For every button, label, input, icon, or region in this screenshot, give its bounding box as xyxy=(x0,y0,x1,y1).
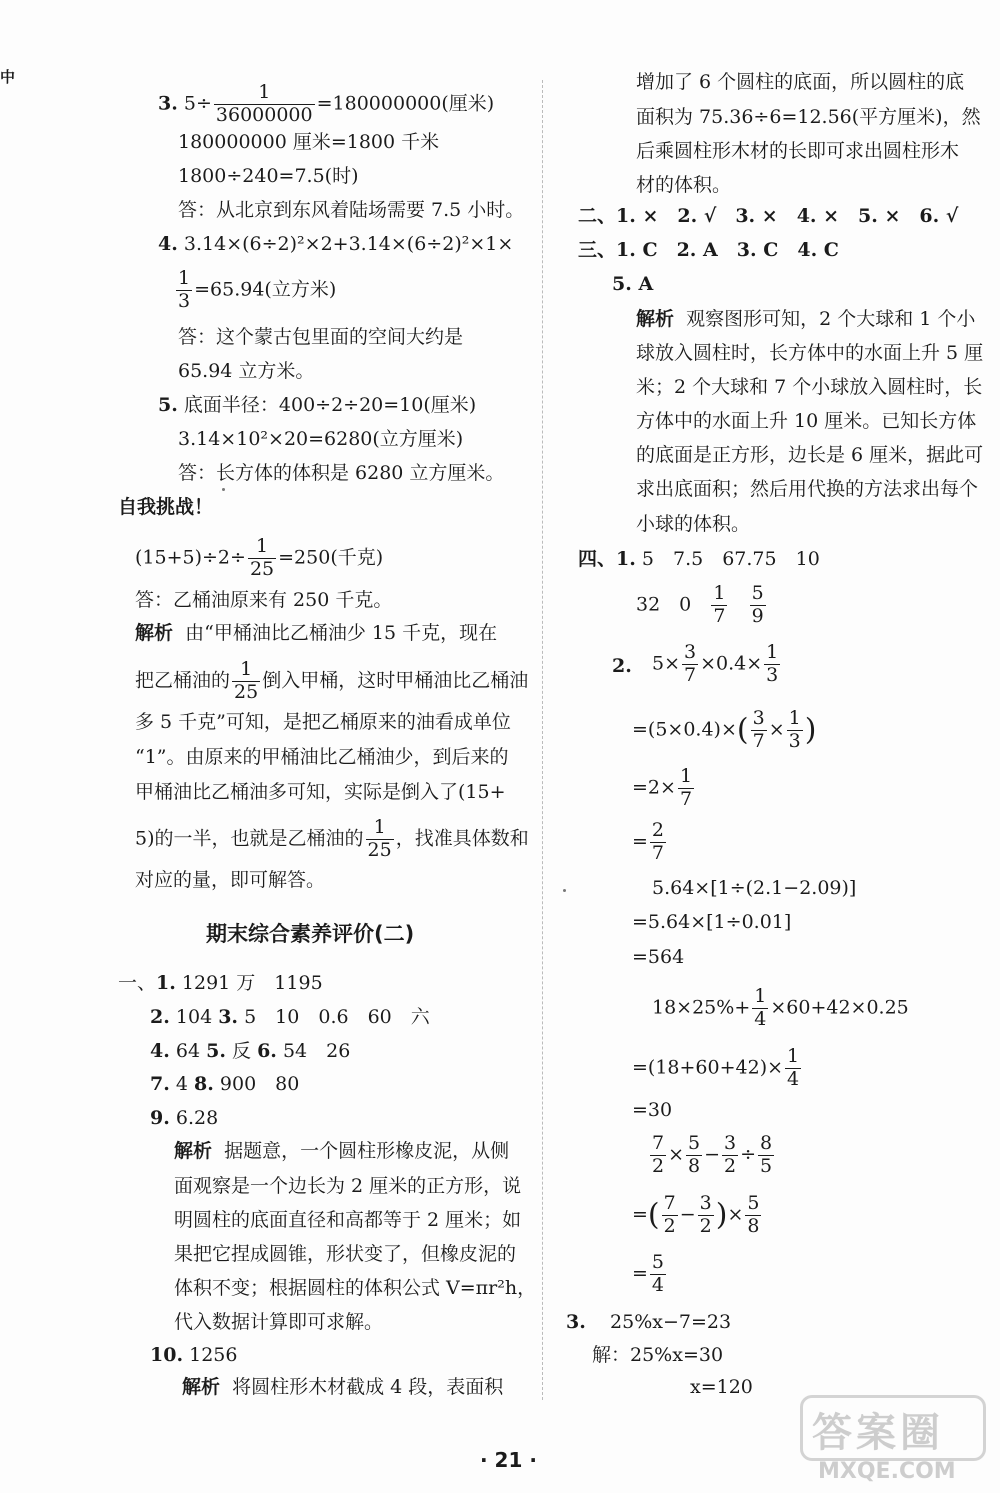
fraction-denominator: 7 xyxy=(651,841,665,864)
watermark xyxy=(800,1395,985,1487)
item-number: 3. xyxy=(566,1311,586,1333)
analysis-text: 倒入甲桶，这时甲桶油比乙桶油 xyxy=(262,669,529,692)
analysis-label: 解析 xyxy=(636,308,675,330)
expr-text: ÷ xyxy=(740,1143,757,1166)
analysis-text: 把乙桶油的 xyxy=(135,669,231,692)
fraction-denominator: 2 xyxy=(652,1154,665,1177)
expr-text: (15+5)÷2÷ xyxy=(135,546,246,569)
answer-text: 1291 万 1195 xyxy=(181,972,323,994)
expr-text: = xyxy=(632,1203,648,1226)
challenge-analysis-l2 xyxy=(135,659,528,704)
fraction-numerator: 5 xyxy=(751,582,764,604)
fraction-denominator: 5 xyxy=(760,1154,773,1177)
answer-text: 32 0 xyxy=(636,593,692,616)
fraction-numerator: 1 xyxy=(232,659,260,682)
item9-analysis-l2: 面观察是一个边长为 2 厘米的正方形，说 xyxy=(174,1175,522,1197)
problem-3-line1 xyxy=(158,82,494,127)
fraction-numerator: 1 xyxy=(788,707,801,729)
problem-4-line1 xyxy=(158,233,513,256)
challenge-analysis-l3: 多 5 千克”可知，是把乙桶原来的油看成单位 xyxy=(135,711,511,733)
part3-analysis-l1 xyxy=(636,308,975,331)
fraction xyxy=(698,1193,714,1238)
item-number: 7. xyxy=(150,1073,170,1095)
expr-text: 底面半径：400÷2÷20=10(厘米) xyxy=(183,394,477,416)
challenge-answer: 答：乙桶油原来有 250 千克。 xyxy=(135,589,393,611)
fraction-numerator: 1 xyxy=(766,641,779,663)
fraction xyxy=(722,1133,738,1178)
expr-text: =250(千克) xyxy=(278,546,384,569)
part1-items-7-8 xyxy=(150,1073,299,1096)
item10-analysis-cont-l2: 面积为 75.36÷6=12.56(平方厘米)，然 xyxy=(636,106,981,128)
expr-text: =(5×0.4)× xyxy=(632,718,737,741)
answer-text: 54 26 xyxy=(282,1040,351,1062)
fraction xyxy=(686,1133,702,1178)
challenge-analysis-l6 xyxy=(135,817,529,862)
item10-analysis-l1 xyxy=(182,1376,503,1399)
part3-analysis-l3: 米；2 个大球和 7 个小球放入圆柱时，长 xyxy=(636,376,983,398)
fraction-numerator: 5 xyxy=(747,1192,760,1214)
challenge-analysis-l5: 甲桶油比乙桶油多可知，实际是倒入了(15+ xyxy=(135,781,506,803)
fraction-denominator: 2 xyxy=(663,1214,676,1237)
expr-text: = xyxy=(632,1262,648,1285)
fraction-denominator: 7 xyxy=(679,787,693,810)
fraction-denominator: 8 xyxy=(688,1154,701,1177)
answer-text: 1. C 2. A 3. C 4. C xyxy=(616,239,839,261)
calc3-line2 xyxy=(632,1046,803,1091)
problem-4-line2 xyxy=(174,268,336,313)
item-number: 5. xyxy=(206,1040,226,1062)
side-tab-glyph: 中 xyxy=(0,68,16,86)
fraction-numerator: 2 xyxy=(651,819,665,841)
fraction-denominator: 3 xyxy=(788,729,801,752)
part2-answers xyxy=(578,205,958,228)
part1-item10 xyxy=(150,1344,237,1367)
problem-5-answer: 答：长方体的体积是 6280 立方厘米。 xyxy=(178,462,505,484)
problem-number: 3. xyxy=(158,92,178,115)
challenge-heading: 自我挑战！ xyxy=(118,496,214,518)
expr-text: 18×25%+ xyxy=(652,996,751,1019)
expr-text: ×0.4× xyxy=(700,652,763,675)
calc4-line1 xyxy=(648,1133,776,1178)
fraction xyxy=(678,766,694,811)
fraction-denominator: 7 xyxy=(752,729,765,752)
fraction xyxy=(650,1133,666,1178)
fraction xyxy=(248,536,276,581)
fraction-numerator: 1 xyxy=(214,82,315,105)
watermark-url: MXQE.COM xyxy=(818,1459,956,1484)
expr-text: =(18+60+42)× xyxy=(632,1056,784,1079)
fraction-denominator: 36000000 xyxy=(215,103,313,126)
fraction xyxy=(711,583,727,628)
item9-analysis-l5: 体积不变；根据圆柱的体积公式 V=πr²h， xyxy=(174,1277,537,1299)
item9-analysis-l1 xyxy=(174,1140,509,1163)
item-number: 9. xyxy=(150,1107,170,1129)
part1-item1 xyxy=(118,972,323,995)
expr-text: =180000000(厘米) xyxy=(316,92,495,115)
part4-item3-solve1: 解：25%x=30 xyxy=(592,1344,724,1366)
fraction-denominator: 3 xyxy=(178,289,191,312)
fraction xyxy=(764,642,780,687)
item-number: 6. xyxy=(257,1040,277,1062)
page-number: · 21 · xyxy=(480,1448,537,1472)
challenge-expression xyxy=(135,536,383,581)
fraction xyxy=(745,1193,761,1238)
answer-text: 6.28 xyxy=(175,1107,219,1129)
fraction xyxy=(232,659,260,704)
answer-text: 104 xyxy=(175,1006,213,1028)
watermark-logo-text: 答案圈 xyxy=(812,1410,944,1456)
problem-5-line2: 3.14×10²×20=6280(立方厘米) xyxy=(178,428,464,450)
calc3-line3: =30 xyxy=(632,1099,673,1121)
problem-5-line1 xyxy=(158,394,476,417)
fraction-denominator: 25 xyxy=(367,838,392,861)
equation-text: 25%x−7=23 xyxy=(610,1311,732,1333)
part4-item1-line2 xyxy=(636,583,768,628)
print-speck xyxy=(563,889,566,892)
problem-4-answer2: 65.94 立方米。 xyxy=(178,360,315,382)
calc1-line2 xyxy=(632,708,816,753)
expr-text: 5÷ xyxy=(183,92,212,115)
calc2-line3: =564 xyxy=(632,946,685,968)
item10-analysis-cont-l4: 材的体积。 xyxy=(636,174,732,196)
problem-3-answer: 答：从北京到东风着陆场需要 7.5 小时。 xyxy=(178,199,525,221)
analysis-label: 解析 xyxy=(174,1140,213,1162)
fraction xyxy=(787,708,803,753)
expr-text: − xyxy=(704,1143,721,1166)
fraction xyxy=(682,642,698,687)
left-paren: ( xyxy=(736,712,749,748)
part4-item3-equation xyxy=(566,1311,731,1334)
part3-analysis-l4: 方体中的水面上升 10 厘米。已知长方体 xyxy=(636,410,977,432)
expr-text: 3.14×(6÷2)²×2+3.14×(6÷2)²×1× xyxy=(183,233,514,255)
part3-analysis-l7: 小球的体积。 xyxy=(636,513,751,535)
problem-3-line2: 180000000 厘米=1800 千米 xyxy=(178,131,440,153)
part1-items-2-3 xyxy=(150,1006,430,1029)
part4-item2-number: 2. xyxy=(612,655,632,677)
section-label: 二、 xyxy=(578,205,617,227)
calc2-line1: 5.64×[1÷(2.1−2.09)] xyxy=(652,877,857,899)
part4-item1-line1 xyxy=(578,548,820,571)
expr-text: × xyxy=(668,1143,685,1166)
column-divider xyxy=(542,80,543,1400)
calc4-line2 xyxy=(632,1193,763,1238)
fraction-denominator: 4 xyxy=(754,1007,767,1030)
answer-text: 5 10 0.6 60 六 xyxy=(244,1006,430,1028)
expr-text: =2× xyxy=(632,776,676,799)
fraction-numerator: 8 xyxy=(760,1132,773,1154)
item10-analysis-cont-l3: 后乘圆柱形木材的长即可求出圆柱形木 xyxy=(636,140,960,162)
part3-analysis-l5: 的底面是正方形，边长是 6 厘米，据此可 xyxy=(636,444,984,466)
calc1-line3 xyxy=(632,766,696,811)
fraction-denominator: 8 xyxy=(747,1214,760,1237)
analysis-text: 将圆柱形木材截成 4 段，表面积 xyxy=(232,1376,504,1398)
problem-4-answer1: 答：这个蒙古包里面的空间大约是 xyxy=(178,326,464,348)
answer-text: 1256 xyxy=(189,1344,238,1366)
fraction-denominator: 3 xyxy=(766,663,779,686)
print-speck xyxy=(222,488,225,491)
answer-text: 1. × 2. √ 3. × 4. × 5. × 6. √ xyxy=(616,205,959,227)
fraction-denominator: 2 xyxy=(724,1154,737,1177)
analysis-text: 观察图形可知，2 个大球和 1 个小 xyxy=(686,308,976,330)
fraction-denominator: 2 xyxy=(699,1214,712,1237)
fraction-numerator: 7 xyxy=(663,1192,676,1214)
fraction-numerator: 1 xyxy=(754,985,767,1007)
fraction-denominator: 7 xyxy=(684,663,697,686)
calc1-line4 xyxy=(632,820,668,865)
problem-3-line3: 1800÷240=7.5(时) xyxy=(178,165,359,187)
part3-item5: 5. A xyxy=(612,273,654,295)
section-label: 三、 xyxy=(578,239,617,261)
answer-text: 反 xyxy=(232,1040,252,1062)
fraction-denominator: 4 xyxy=(787,1067,800,1090)
item-number: 1. xyxy=(616,548,636,570)
problem-number: 5. xyxy=(158,394,178,416)
analysis-text: 据题意，一个圆柱形橡皮泥，从侧 xyxy=(224,1140,510,1162)
analysis-text: ，找准具体数和 xyxy=(395,827,529,850)
expr-text: = xyxy=(632,830,648,853)
fraction-numerator: 3 xyxy=(684,641,697,663)
answer-text: 900 80 xyxy=(219,1073,300,1095)
expr-text: − xyxy=(679,1203,696,1226)
item-number: 3. xyxy=(218,1006,239,1028)
exam-section-title: 期末综合素养评价(二) xyxy=(206,922,415,946)
part4-item3-solve2: x=120 xyxy=(690,1376,753,1398)
calc1-line1 xyxy=(652,642,782,687)
fraction-denominator: 4 xyxy=(651,1273,665,1296)
problem-number: 4. xyxy=(158,233,178,255)
fraction-denominator: 25 xyxy=(249,557,275,580)
fraction-numerator: 7 xyxy=(652,1132,665,1154)
fraction-numerator: 3 xyxy=(699,1192,712,1214)
fraction-denominator: 7 xyxy=(713,604,726,627)
analysis-text: 由“甲桶油比乙桶油少 15 千克，现在 xyxy=(185,622,498,644)
fraction-numerator: 1 xyxy=(713,582,726,604)
answer-text: 64 xyxy=(175,1040,201,1062)
fraction-numerator: 5 xyxy=(688,1132,701,1154)
expr-text: 5× xyxy=(652,652,681,675)
item-number: 8. xyxy=(194,1073,214,1095)
part1-item9 xyxy=(150,1107,218,1130)
fraction xyxy=(751,708,767,753)
challenge-analysis-l4: “1”。由原来的甲桶油比乙桶油少，到后来的 xyxy=(135,746,509,768)
calc2-line2: =5.64×[1÷0.01] xyxy=(632,911,792,933)
calc3-line1 xyxy=(652,986,909,1031)
fraction-numerator: 1 xyxy=(178,267,191,289)
answer-text: 4 xyxy=(175,1073,188,1095)
item9-analysis-l6: 代入数据计算即可求解。 xyxy=(174,1311,384,1333)
item-number: 2. xyxy=(150,1006,170,1028)
fraction xyxy=(214,82,315,127)
fraction xyxy=(650,820,666,865)
fraction xyxy=(650,1252,666,1297)
part3-analysis-l6: 求出底面积；然后用代换的方法求出每个 xyxy=(636,478,979,500)
fraction-numerator: 3 xyxy=(724,1132,737,1154)
calc4-line3 xyxy=(632,1252,668,1297)
expr-text: × xyxy=(768,718,785,741)
fraction xyxy=(750,583,766,628)
challenge-analysis-l1 xyxy=(135,622,497,645)
item-number: 1. xyxy=(156,972,176,994)
item-number: 10. xyxy=(150,1344,184,1366)
fraction xyxy=(785,1046,801,1091)
right-paren: ) xyxy=(715,1197,728,1233)
challenge-analysis-l7: 对应的量，即可解答。 xyxy=(135,869,326,891)
fraction-denominator: 25 xyxy=(234,680,259,703)
expr-text: =65.94(立方米) xyxy=(194,278,337,301)
fraction xyxy=(662,1193,678,1238)
fraction-numerator: 1 xyxy=(248,536,276,559)
analysis-label: 解析 xyxy=(135,622,174,644)
analysis-text: 5)的一半，也就是乙桶油的 xyxy=(135,827,364,850)
analysis-label: 解析 xyxy=(182,1376,221,1398)
fraction xyxy=(366,817,394,862)
fraction-numerator: 1 xyxy=(787,1045,800,1067)
item-number: 4. xyxy=(150,1040,170,1062)
fraction xyxy=(758,1133,774,1178)
left-paren: ( xyxy=(647,1197,660,1233)
fraction-numerator: 3 xyxy=(752,707,765,729)
part3-analysis-l2: 球放入圆柱时，长方体中的水面上升 5 厘 xyxy=(636,342,984,364)
fraction-denominator: 9 xyxy=(751,604,764,627)
fraction xyxy=(752,986,768,1031)
section-label: 四、 xyxy=(578,548,617,570)
part3-answers xyxy=(578,239,839,262)
part1-items-4-6 xyxy=(150,1040,350,1063)
item9-analysis-l3: 明圆柱的底面直径和高都等于 2 厘米；如 xyxy=(174,1209,522,1231)
fraction-numerator: 5 xyxy=(651,1251,665,1273)
expr-text: × xyxy=(727,1203,744,1226)
item9-analysis-l4: 果把它捏成圆锥，形状变了，但橡皮泥的 xyxy=(174,1243,517,1265)
fraction-numerator: 1 xyxy=(366,817,394,840)
expr-text: ×60+42×0.25 xyxy=(770,996,909,1019)
section-label: 一、 xyxy=(118,972,157,994)
item10-analysis-cont-l1: 增加了 6 个圆柱的底面，所以圆柱的底 xyxy=(636,71,965,93)
right-paren: ) xyxy=(804,712,817,748)
fraction xyxy=(176,268,192,313)
fraction-numerator: 1 xyxy=(679,765,693,787)
answer-text: 5 7.5 67.75 10 xyxy=(641,548,820,570)
